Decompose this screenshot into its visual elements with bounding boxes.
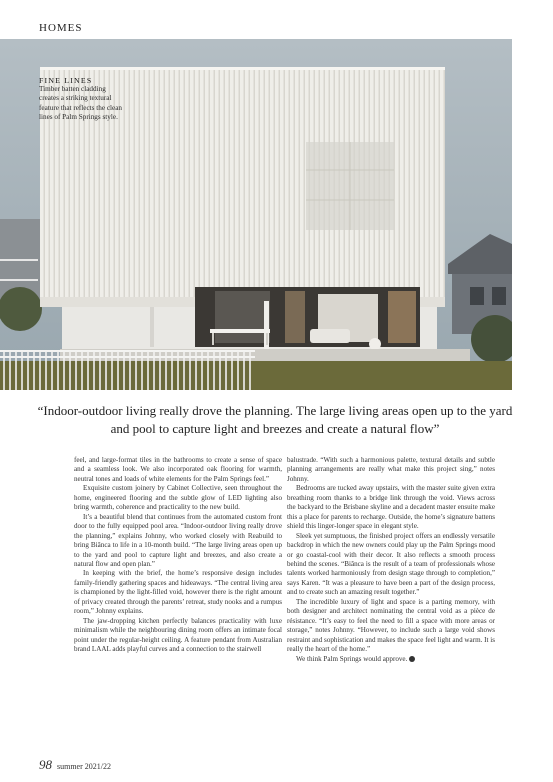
paragraph: In keeping with the brief, the home’s responsive design includes family-friendly gathering spaces and hideaways. “The central living area is championed by the light-filled void, however there is the right amount of privacy created through the parents’ retreat, study nooks and a rumpus room,” Johnny explains. <box>74 569 282 616</box>
caption-text: Timber batten cladding creates a striking textural feature that reflects the clean lines of Palm Springs style. <box>39 85 123 121</box>
photo-caption <box>39 76 125 122</box>
page-number: 98 <box>39 757 52 772</box>
body-column-right <box>287 456 495 664</box>
paragraph: Sleek yet sumptuous, the finished project offers an endlessly versatile backdrop in which the new owners could play up the Palm Springs mood or go coastal-cool with their decor. It also reflects a smooth process behind the scenes. “Biânca is the result of a team of professionals whose talents worked harmoniously from design stage through to completion,” says Karen. “It was a pleasure to have been a part of the design process, and to create such an amazing result together.” <box>287 531 495 597</box>
paragraph: The incredible luxury of light and space is a parting memory, with both designer and architect nominating the central void as a pièce de résistance. “It’s easy to feel the need to fill a space with more areas or storage,” notes Johnny. “However, to include such a large void shows restraint and sophistication and makes the space feel light and warm. It is really the heart of the home.” <box>287 597 495 654</box>
lawn <box>0 361 512 390</box>
closing-paragraph <box>287 655 495 664</box>
paragraph: Bedrooms are tucked away upstairs, with the master suite given extra breathing room thanks to a bridge link through the void. Views across the backyard to the Brisbane skyline and a decadent master ensuite make this a place for parents to recharge. Outside, the home’s signature battens shield this linger-longer space in elegant style. <box>287 484 495 531</box>
paragraph: The jaw-dropping kitchen perfectly balances practicality with luxe minimalism while the neighbouring dining room offers an intimate focal point under the regular-height ceiling. A feature pendant from Australian brand LAAL adds playful curves and a connection to the stairwell <box>74 616 282 654</box>
section-label: HOMES <box>39 22 83 34</box>
pull-quote: “Indoor-outdoor living really drove the planning. The large living areas open up to the yard and pool to capture light and breezes and create a natural flow” <box>37 403 513 436</box>
issue-label: summer 2021/22 <box>57 762 111 771</box>
closing-text: We think Palm Springs would approve. <box>296 654 408 663</box>
paragraph: feel, and large-format tiles in the bathrooms to create a sense of space and a seamless look. We also incorporated oak flooring for warmth, neutral tones and loads of white elements for the Palm Springs feel.” <box>74 456 282 483</box>
caption-title: FINE LINES <box>39 76 93 85</box>
paragraph: balustrade. “With such a harmonious palette, textural details and subtle planning arrangements are really what make this project sing,” notes Johnny. <box>287 456 495 483</box>
paragraph: It’s a beautiful blend that continues from the automated custom front door to the fully equipped pool area. “Indoor-outdoor living really drove the planning,” explains Johnny, who worked closely with Reabuild to bring Biânca to life in a 10-month build. “The large living areas open up to the yard and pool to capture light and breezes, and also create a natural flow and open plan.” <box>74 512 282 568</box>
paragraph: Exquisite custom joinery by Cabinet Collective, seen throughout the home, engineered flooring and the subtle glow of LED lighting also bring warmth, coherence and practicality to the new build. <box>74 484 282 512</box>
end-mark-icon <box>409 656 415 662</box>
body-column-left <box>74 456 282 655</box>
page-footer <box>39 757 111 773</box>
